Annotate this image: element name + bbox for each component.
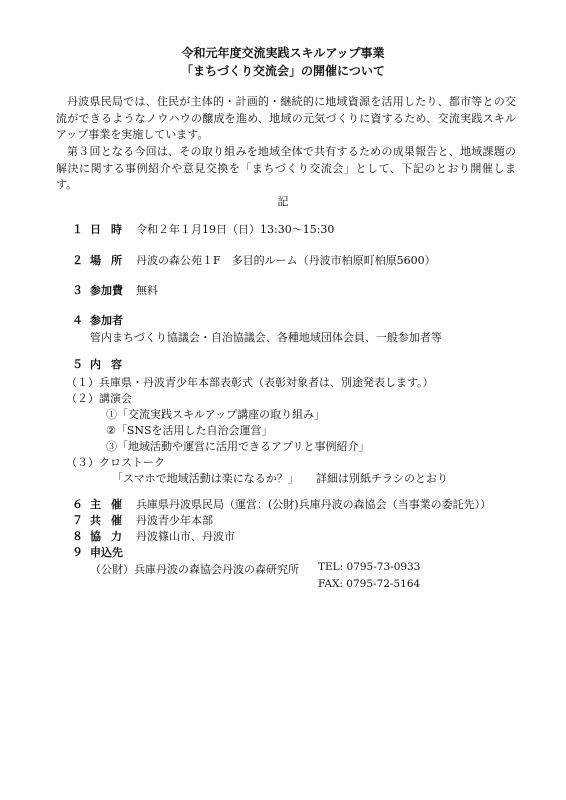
item-value: 兵庫県丹波県民局（運営：(公財)兵庫丹波の森協会（当事業の委託先））	[136, 498, 492, 511]
intro-paragraph-2: 第３回となる今回は、その取り組みを地域全体で共有するための成果報告と、地域課題の解決に関する事例紹介や意見交換を「まちづくり交流会」として、下記のとおり開催します。	[56, 145, 516, 191]
item-number: ４	[72, 314, 83, 327]
lecture-2: ②「SNSを活用した自治会運営」	[106, 424, 273, 437]
item-label: 日時	[90, 223, 132, 236]
ki-heading: 記	[277, 195, 289, 208]
item-label: 共催	[90, 514, 132, 527]
application-org: （公財）兵庫丹波の森協会丹波の森研究所	[90, 563, 299, 576]
crosstalk-note: 詳細は別紙チラシのとおり	[316, 472, 448, 485]
item-label: 内容	[90, 358, 132, 371]
item-number: ６	[72, 498, 83, 511]
participants-value: 管内まちづくり協議会・自治協議会、各種地域団体会員、一般参加者等	[90, 331, 442, 344]
item-number: １	[72, 223, 83, 236]
item-number: ７	[72, 514, 83, 527]
content-sub-1: （１）兵庫県・丹波青少年本部表彰式（表彰対象者は、別途発表します。）	[66, 376, 434, 389]
lecture-1: ①「交流実践スキルアップ講座の取り組み」	[106, 408, 326, 421]
title-line-1: 令和元年度交流実践スキルアップ事業	[181, 46, 385, 60]
item-value: 丹波篠山市、丹波市	[136, 530, 235, 543]
crosstalk-title: 「スマホで地域活動は楽になるか？」	[112, 472, 299, 485]
item-label: 参加者	[90, 314, 123, 327]
item-value: 令和２年１月19日（日）13:30～15:30	[136, 223, 335, 236]
item-label: 場所	[90, 254, 132, 267]
item-label: 申込先	[90, 546, 123, 559]
intro-paragraph-1: 丹波県民局では、住民が主体的・計画的・継続的に地域資源を活用したり、都市等との交流ができるようなノウハウの醸成を進め、地域の元気づくりに資するため、交流実践スキルアップ事業を実施しています。	[56, 95, 516, 141]
application-tel: TEL: 0795-73-0933	[318, 561, 421, 573]
item-number: ９	[72, 546, 83, 559]
item-label: 参加費	[90, 284, 123, 297]
lecture-3: ③「地域活動や運営に活用できるアプリと事例紹介」	[106, 440, 370, 453]
item-number: ５	[72, 358, 83, 371]
item-number: ３	[72, 284, 83, 297]
item-value: 丹波の森公苑１F 多目的ルーム（丹波市柏原町柏原5600）	[136, 254, 436, 267]
content-sub-2: （２）講演会	[66, 392, 132, 405]
item-label: 主催	[90, 498, 132, 511]
item-value: 丹波青少年本部	[136, 514, 213, 527]
application-fax: FAX: 0795-72-5164	[318, 578, 421, 590]
item-value: 無料	[136, 284, 158, 297]
item-number: ２	[72, 254, 83, 267]
content-sub-3: （３）クロストーク	[66, 456, 165, 469]
item-number: ８	[72, 530, 83, 543]
title-line-2: 「まちづくり交流会」の開催について	[181, 64, 385, 78]
item-label: 協力	[90, 530, 132, 543]
